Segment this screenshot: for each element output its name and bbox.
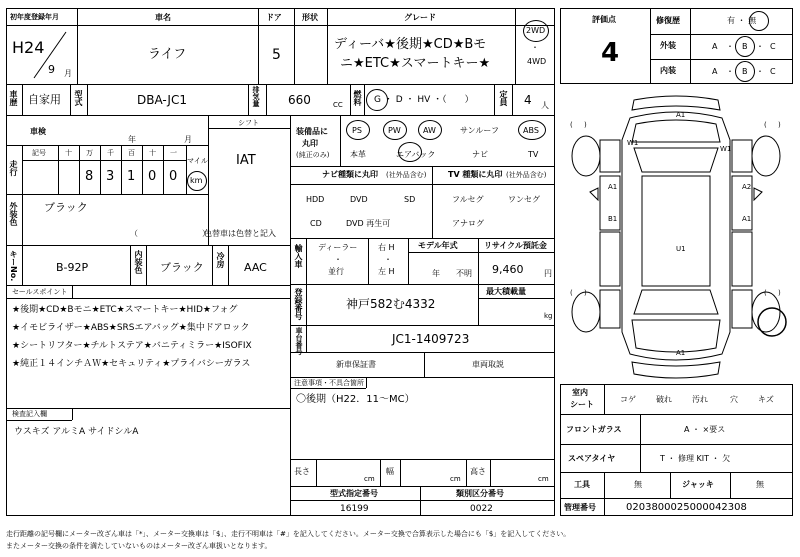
mileage-digit: 0 bbox=[148, 169, 157, 184]
car-damage-diagram bbox=[560, 92, 793, 382]
exterior-c: C bbox=[770, 42, 776, 51]
equip-leather: 本革 bbox=[350, 150, 366, 159]
capacity-value: 4 bbox=[524, 93, 532, 107]
sheet-scratch: キズ bbox=[758, 395, 774, 404]
door-label: ドア bbox=[266, 13, 282, 22]
exterior-label: 外装 bbox=[660, 41, 676, 50]
diag-bracket-tr-close: ) bbox=[778, 121, 781, 129]
recycle-label: リサイクル預託金 bbox=[484, 241, 547, 250]
key-label: キーNo. bbox=[9, 250, 18, 282]
first-reg-label: 初年度登録年月 bbox=[10, 13, 59, 21]
chassis-value: JC1-1409723 bbox=[392, 332, 470, 346]
recycle-value: 9,460 bbox=[492, 263, 524, 276]
interior-color-value: ブラック bbox=[160, 261, 204, 274]
exterior-b: B bbox=[742, 42, 748, 51]
mileage-digit-header: 一 bbox=[170, 149, 177, 157]
sheet-hole: 穴 bbox=[730, 395, 738, 404]
model-year-label: モデル年式 bbox=[418, 241, 458, 250]
mileage-digit: 0 bbox=[169, 169, 178, 184]
height-unit: cm bbox=[538, 475, 549, 483]
mileage-digit-header: 万 bbox=[86, 149, 93, 157]
sales-points-label: セールスポイント bbox=[12, 288, 68, 296]
drive-2wd: 2WD bbox=[526, 26, 546, 35]
ac-value: AAC bbox=[244, 261, 267, 274]
color-paren: （ ） bbox=[130, 229, 210, 238]
notices-text: 〇後期（H22．11～MC） bbox=[296, 394, 415, 405]
mileage-label: 走行 bbox=[9, 160, 18, 176]
max-load-kg: kg bbox=[544, 312, 553, 320]
inspector-notes-text: ウスキズ アルミA サイドシルA bbox=[14, 427, 139, 437]
interior-b: B bbox=[742, 67, 748, 76]
spare-tire-options: T ・ 修理 KIT ・ 欠 bbox=[660, 454, 731, 463]
equip-tv: TV bbox=[528, 150, 539, 159]
mileage-digit: 1 bbox=[127, 169, 136, 184]
width-label: 幅 bbox=[386, 467, 394, 476]
capacity-label: 定員 bbox=[499, 90, 508, 106]
registration-label: 登録番号 bbox=[294, 288, 303, 320]
diag-bracket-bl-close: ) bbox=[584, 289, 587, 297]
inspector-notes-label: 検査記入欄 bbox=[12, 410, 47, 418]
equip-pw: PW bbox=[388, 126, 401, 135]
sales-point-line: ★純正１４インチＡＷ★セキュリティ★プライバシーガラス bbox=[12, 359, 251, 369]
navi-sd: SD bbox=[404, 195, 416, 204]
windshield-options: A ・ ×要ス bbox=[684, 425, 726, 434]
sales-point-line: ★シートリフター★チルトステア★バニティミラー★ISOFIX bbox=[12, 341, 252, 351]
model-year-unit: 年 bbox=[432, 269, 440, 278]
interior-sheet-label-2: シート bbox=[570, 400, 594, 409]
chassis-label: 車台番号 bbox=[295, 327, 303, 355]
first-reg-month: 9 bbox=[48, 63, 55, 76]
diag-a2-right: A2 bbox=[742, 183, 752, 191]
footer-line-2: またメーター交換の条件を満たしていないものはメーター改ざん車扱いとなります。 bbox=[6, 542, 272, 550]
width-unit: cm bbox=[450, 475, 461, 483]
spare-tire-label: スペアタイヤ bbox=[568, 454, 616, 463]
diag-a1-left: A1 bbox=[608, 183, 618, 191]
exterior-a: A bbox=[712, 42, 718, 51]
repair-label: 修復歴 bbox=[656, 16, 680, 25]
exterior-dot2: ・ bbox=[756, 42, 764, 51]
fuel-options: G ・ D ・ HV ・（ ） bbox=[374, 95, 474, 105]
diag-bracket-br-open: ( bbox=[764, 289, 767, 297]
mileage-symbol-label: 記号 bbox=[32, 149, 46, 157]
tv-fullseg: フルセグ bbox=[452, 195, 484, 204]
diag-bracket-tr-open: ( bbox=[764, 121, 767, 129]
inspection-label: 車検 bbox=[30, 127, 46, 136]
category-label: 類別区分番号 bbox=[456, 489, 504, 498]
capacity-unit: 人 bbox=[541, 101, 549, 110]
equip-airbag: エアバック bbox=[396, 150, 436, 159]
equip-sunroof: サンルーフ bbox=[460, 126, 499, 135]
shift-value: IAT bbox=[236, 153, 256, 168]
repair-none-circle bbox=[749, 11, 769, 31]
ac-label: 冷房 bbox=[216, 252, 225, 268]
grade-line1: ディーバ★後期★CD★Bモ bbox=[334, 37, 487, 52]
diag-w1-left: W1 bbox=[627, 139, 639, 147]
sales-point-line: ★イモビライザー★ABS★SRSエアバッグ★集中ドアロック bbox=[12, 323, 250, 333]
car-name-label: 車名 bbox=[155, 13, 171, 22]
navi-cd: CD bbox=[310, 219, 322, 228]
diag-bracket-bl-open: ( bbox=[570, 289, 573, 297]
score-value: 4 bbox=[601, 38, 620, 68]
diag-bracket-tl-close: ) bbox=[584, 121, 587, 129]
interior-color-label: 内装色 bbox=[134, 250, 143, 274]
equip-navi: ナビ bbox=[472, 150, 488, 159]
sheet-tear: 破れ bbox=[656, 395, 672, 404]
drive-dot: ・ bbox=[531, 43, 539, 52]
km-label: km bbox=[190, 176, 203, 185]
navi-dvd-play: DVD 再生可 bbox=[346, 219, 391, 228]
drive-4wd: 4WD bbox=[527, 57, 547, 66]
color-label: 外装色 bbox=[9, 202, 18, 226]
model-label: 型式 bbox=[74, 90, 83, 106]
tools-value: 無 bbox=[634, 480, 642, 489]
interior-label: 内装 bbox=[660, 66, 676, 75]
interior-dot2: ・ bbox=[756, 67, 764, 76]
recycle-yen: 円 bbox=[544, 269, 552, 278]
diag-u1: U1 bbox=[676, 245, 686, 253]
diag-b1: B1 bbox=[608, 215, 618, 223]
car-name: ライフ bbox=[148, 47, 187, 62]
equip-ps: PS bbox=[352, 126, 362, 135]
length-unit: cm bbox=[364, 475, 375, 483]
sales-point-line: ★後期★CD★Bモニ★ETC★スマートキー★HID★フォグ bbox=[12, 305, 238, 315]
type-designation-value: 16199 bbox=[340, 504, 369, 514]
interior-a: A bbox=[712, 67, 718, 76]
mile-label: マイル bbox=[187, 157, 208, 165]
interior-c: C bbox=[770, 67, 776, 76]
first-reg-month-unit: 月 bbox=[64, 69, 72, 78]
shape-label: 形状 bbox=[302, 13, 318, 22]
new-car-warranty: 新車保証書 bbox=[336, 360, 376, 369]
displacement-value: 660 bbox=[288, 93, 311, 107]
tv-label: TV 種類に丸印 bbox=[448, 170, 503, 179]
diag-bracket-br-close: ) bbox=[778, 289, 781, 297]
score-label: 評価点 bbox=[592, 15, 616, 24]
navi-dvd: DVD bbox=[350, 195, 368, 204]
equip-abs: ABS bbox=[523, 126, 539, 135]
jack-value: 無 bbox=[756, 480, 764, 489]
grade-line2: ニ★ETC★スマートキー★ bbox=[340, 56, 491, 71]
windshield-label: フロントガラス bbox=[566, 425, 622, 434]
diag-a1-bottom: A1 bbox=[676, 349, 686, 357]
equipment-label-1: 装備品に bbox=[296, 127, 328, 136]
shift-label: シフト bbox=[238, 119, 259, 127]
registration-value: 神戸582む4332 bbox=[346, 297, 436, 311]
jack-label: ジャッキ bbox=[682, 480, 714, 489]
grade-label: グレード bbox=[404, 13, 436, 22]
usage-label: 車歴 bbox=[9, 90, 18, 106]
import-right: 右 H bbox=[378, 243, 395, 252]
sheet-stain: 汚れ bbox=[692, 395, 708, 404]
repair-options: 有 ・ 無 bbox=[727, 16, 757, 25]
color-note: 色替車は色替と記入 bbox=[204, 229, 276, 238]
import-dealer-dot: ・ bbox=[334, 255, 342, 264]
navi-label: ナビ種類に丸印 bbox=[322, 170, 378, 179]
exterior-b-circle bbox=[735, 36, 755, 57]
displacement-label: 排気量 bbox=[252, 86, 260, 107]
inspection-year-unit: 年 bbox=[128, 135, 136, 144]
mileage-digit: 8 bbox=[85, 169, 94, 184]
import-right-dot: ・ bbox=[384, 255, 392, 264]
first-reg-year: H24 bbox=[12, 38, 45, 57]
length-label: 長さ bbox=[294, 467, 310, 476]
type-designation-label: 型式指定番号 bbox=[330, 489, 378, 498]
mileage-digit: 3 bbox=[106, 169, 115, 184]
tv-sub: (社外品含む) bbox=[506, 171, 547, 179]
inspection-month-unit: 月 bbox=[184, 135, 192, 144]
equip-aw: AW bbox=[423, 126, 436, 135]
exterior-dot1: ・ bbox=[726, 42, 734, 51]
vehicle-manual: 車両取説 bbox=[472, 360, 504, 369]
management-value: 0203800025000042308 bbox=[626, 502, 747, 513]
import-dealer: ディーラー bbox=[318, 243, 358, 252]
import-left: 左 H bbox=[378, 267, 395, 276]
management-label: 管理番号 bbox=[564, 503, 596, 512]
equipment-label-3: (純正のみ) bbox=[296, 151, 330, 159]
usage-value: 自家用 bbox=[28, 93, 61, 106]
tv-oneseg: ワンセグ bbox=[508, 195, 540, 204]
tv-analog: アナログ bbox=[452, 219, 484, 228]
mileage-digit-header: 千 bbox=[107, 149, 114, 157]
color-value: ブラック bbox=[44, 201, 88, 214]
diag-a1-top: A1 bbox=[676, 111, 686, 119]
navi-sub: (社外品含む) bbox=[386, 171, 427, 179]
model-year-unknown: 不明 bbox=[456, 269, 472, 278]
displacement-unit: CC bbox=[333, 101, 343, 109]
navi-hdd: HDD bbox=[306, 195, 325, 204]
interior-sheet-label-1: 室内 bbox=[572, 388, 588, 397]
door-count: 5 bbox=[272, 47, 281, 63]
height-label: 高さ bbox=[470, 467, 486, 476]
category-value: 0022 bbox=[470, 504, 493, 514]
diag-w1-right: W1 bbox=[720, 145, 732, 153]
key-value: B-92P bbox=[56, 261, 89, 274]
max-load-label: 最大積載量 bbox=[486, 287, 526, 296]
interior-b-circle bbox=[735, 61, 755, 82]
mileage-digit-header: 十 bbox=[149, 149, 156, 157]
equipment-label-2: 丸印 bbox=[302, 139, 318, 148]
import-parallel: 並行 bbox=[328, 267, 344, 276]
diag-bracket-tl-open: ( bbox=[570, 121, 573, 129]
diag-a1-right-mid: A1 bbox=[742, 215, 752, 223]
interior-dot1: ・ bbox=[726, 67, 734, 76]
sheet-burn: コゲ bbox=[620, 395, 636, 404]
mileage-digit-header: 十 bbox=[65, 149, 72, 157]
notices-label: 注意事項・不具合箇所 bbox=[294, 379, 364, 387]
footer-line-1: 走行距離の記号欄にメーター改ざん車は「*」、メーター交換車は「$」、走行不明車は「#」を記入してください。メーター交換で合算表示した場合にも「$」を記入してください。 bbox=[6, 530, 571, 538]
mileage-digit-header: 百 bbox=[128, 149, 135, 157]
model-value: DBA-JC1 bbox=[137, 93, 187, 107]
fuel-label: 燃料 bbox=[353, 90, 362, 106]
tools-label: 工具 bbox=[574, 480, 590, 489]
import-label: 輸入車 bbox=[294, 244, 303, 268]
